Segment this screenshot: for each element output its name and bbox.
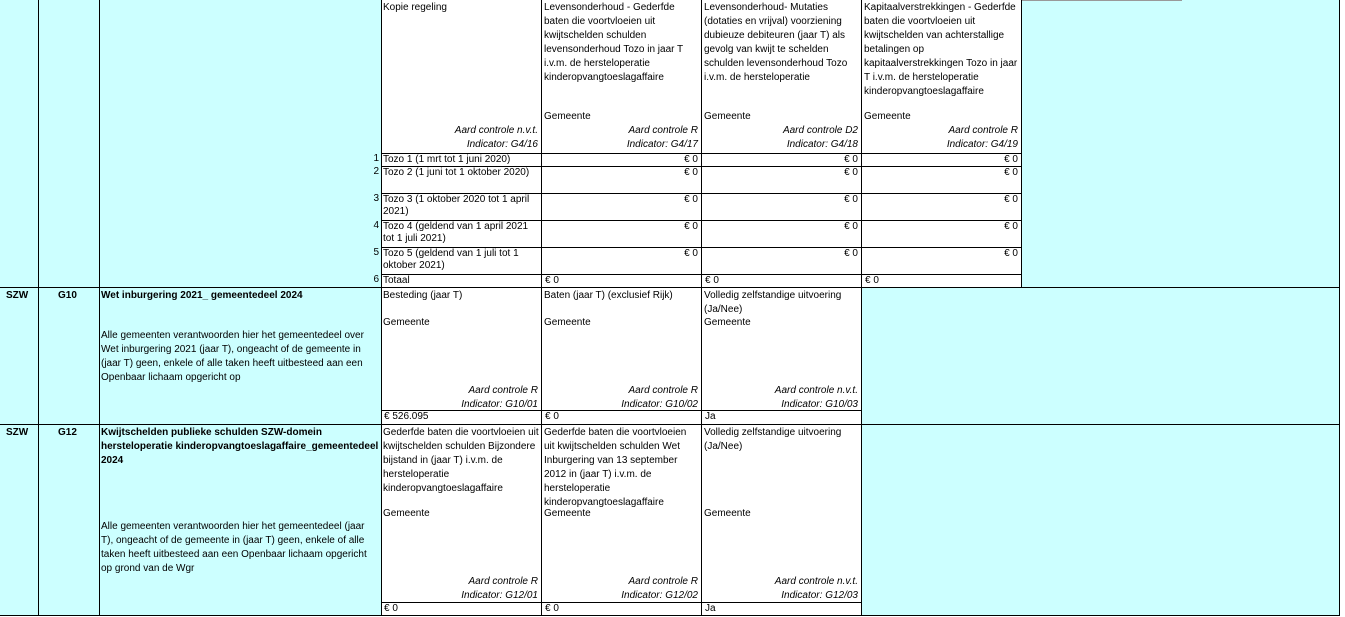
value-cell[interactable]: Ja bbox=[702, 602, 862, 616]
value-cell[interactable]: € 0 bbox=[702, 166, 862, 193]
control-type: Aard controle R bbox=[468, 576, 538, 587]
control-type: Aard controle n.v.t. bbox=[774, 385, 858, 396]
value-cell[interactable]: € 0 bbox=[542, 153, 702, 166]
row-label-total: Totaal bbox=[381, 274, 542, 287]
column-divider bbox=[381, 0, 382, 615]
column-header: Volledig zelfstandige uitvoering (Ja/Nee) bbox=[704, 427, 842, 452]
value-cell[interactable]: € 0 bbox=[381, 602, 542, 616]
row-number: 5 bbox=[373, 247, 379, 258]
control-type: Aard controle R bbox=[628, 125, 698, 136]
gemeente-label: Gemeente bbox=[544, 111, 591, 122]
gemeente-label: Gemeente bbox=[544, 508, 591, 519]
control-type: Aard controle R bbox=[948, 125, 1018, 136]
right-border bbox=[1339, 0, 1340, 615]
gemeente-label: Gemeente bbox=[383, 508, 430, 519]
row-label: Tozo 3 (1 oktober 2020 tot 1 april 2021) bbox=[381, 193, 542, 220]
regulation-description: Alle gemeenten verantwoorden hier het gemeentedeel (jaar T), ongeacht of de gemeente in (jaar T) geen, enkele of alle taken heeft uitbesteed aan een Openbaar lichaam opgericht op grond van de Wgr bbox=[101, 521, 367, 574]
g10-header-baten bbox=[542, 288, 702, 411]
g4-header-levensonderhoud-mutaties bbox=[702, 0, 862, 153]
value-cell[interactable]: € 526.095 bbox=[381, 410, 542, 424]
row-label: Tozo 4 (geldend van 1 april 2021 tot 1 juli 2021) bbox=[381, 220, 542, 247]
g4-header-kopie-regeling bbox=[381, 0, 542, 153]
control-type: Aard controle R bbox=[468, 385, 538, 396]
value-cell[interactable]: € 0 bbox=[702, 153, 862, 166]
column-header: Gederfde baten die voortvloeien uit kwijtschelden schulden Wet Inburgering van 13 september 2012 in (jaar T) i.v.m. de hersteloperatie kinderopvangtoeslagaffaire bbox=[544, 427, 687, 508]
regulation-title: Kwijtschelden publieke schulden SZW-domein hersteloperatie kinderopvangtoeslagaffaire_gemeentedeel 2024 bbox=[101, 427, 379, 466]
indicator-code: Indicator: G4/17 bbox=[626, 139, 698, 150]
indicator-code: Indicator: G4/16 bbox=[466, 139, 538, 150]
value-cell[interactable]: € 0 bbox=[862, 153, 1022, 166]
column-divider bbox=[38, 0, 39, 615]
indicator-code: Indicator: G12/03 bbox=[781, 590, 858, 601]
column-header: Gederfde baten die voortvloeien uit kwijtschelden schulden Bijzondere bijstand in (jaar T) i.v.m. de hersteloperatie kinderopvangtoeslagaffaire bbox=[383, 427, 539, 494]
top-border bbox=[1022, 0, 1182, 1]
value-cell[interactable]: € 0 bbox=[862, 247, 1022, 274]
value-cell[interactable]: € 0 bbox=[862, 193, 1022, 220]
g12-header-bijzondere-bijstand bbox=[381, 425, 542, 603]
row-label: Tozo 5 (geldend van 1 juli tot 1 oktober 2021) bbox=[381, 247, 542, 274]
value-cell[interactable]: € 0 bbox=[542, 166, 702, 193]
value-cell[interactable]: € 0 bbox=[542, 247, 702, 274]
column-header: Levensonderhoud- Mutaties (dotaties en vrijval) voorziening dubieuze debiteuren (jaar T) als gevolg van kwijt te schelden schulden levensonderhoud Tozo i.v.m. de hersteloperatie bbox=[704, 2, 848, 83]
gemeente-label: Gemeente bbox=[704, 508, 751, 519]
bottom-border bbox=[0, 615, 1340, 616]
column-header: Kopie regeling bbox=[383, 2, 447, 13]
g12-header-zelfstandige-uitvoering bbox=[702, 425, 862, 603]
row-label: Tozo 1 (1 mrt tot 1 juni 2020) bbox=[381, 153, 542, 166]
column-divider bbox=[99, 0, 100, 615]
value-cell[interactable]: Ja bbox=[702, 410, 862, 424]
column-header: Baten (jaar T) (exclusief Rijk) bbox=[544, 290, 673, 301]
column-header: Levensonderhoud - Gederfde baten die voortvloeien uit kwijtschelden schulden levensonderhoud Tozo in jaar T i.v.m. de hersteloperatie kinderopvangtoeslagaffaire bbox=[544, 2, 683, 83]
value-cell[interactable]: € 0 bbox=[862, 166, 1022, 193]
row-number: 2 bbox=[373, 166, 379, 177]
g10-header-besteding bbox=[381, 288, 542, 411]
regulation-code: G10 bbox=[58, 290, 77, 301]
g10-header-zelfstandige-uitvoering bbox=[702, 288, 862, 411]
indicator-code: Indicator: G10/01 bbox=[461, 399, 538, 410]
value-cell[interactable]: € 0 bbox=[542, 220, 702, 247]
column-header: Volledig zelfstandige uitvoering (Ja/Nee) bbox=[704, 290, 842, 315]
indicator-code: Indicator: G10/03 bbox=[781, 399, 858, 410]
g4-header-kapitaalverstrekkingen bbox=[862, 0, 1022, 153]
gemeente-label: Gemeente bbox=[383, 317, 430, 328]
row-number: 4 bbox=[373, 220, 379, 231]
indicator-code: Indicator: G12/01 bbox=[461, 590, 538, 601]
department-code: SZW bbox=[6, 290, 29, 301]
indicator-code: Indicator: G4/19 bbox=[946, 139, 1018, 150]
gemeente-label: Gemeente bbox=[704, 317, 751, 328]
total-cell: € 0 bbox=[702, 274, 862, 287]
column-header: Besteding (jaar T) bbox=[383, 290, 463, 301]
row-number: 1 bbox=[373, 153, 379, 164]
total-cell: € 0 bbox=[542, 274, 702, 287]
g12-header-wet-inburgering bbox=[542, 425, 702, 603]
value-cell[interactable]: € 0 bbox=[702, 247, 862, 274]
value-cell[interactable]: € 0 bbox=[702, 193, 862, 220]
control-type: Aard controle D2 bbox=[782, 125, 858, 136]
row-divider bbox=[0, 287, 1340, 288]
control-type: Aard controle R bbox=[628, 385, 698, 396]
indicator-code: Indicator: G12/02 bbox=[621, 590, 698, 601]
indicator-code: Indicator: G10/02 bbox=[621, 399, 698, 410]
row-number: 6 bbox=[373, 274, 379, 285]
row-number: 3 bbox=[373, 193, 379, 204]
value-cell[interactable]: € 0 bbox=[862, 220, 1022, 247]
value-cell[interactable]: € 0 bbox=[542, 193, 702, 220]
total-cell: € 0 bbox=[862, 274, 1022, 287]
control-type: Aard controle n.v.t. bbox=[454, 125, 538, 136]
gemeente-label: Gemeente bbox=[704, 111, 751, 122]
indicator-code: Indicator: G4/18 bbox=[786, 139, 858, 150]
control-type: Aard controle n.v.t. bbox=[774, 576, 858, 587]
column-header: Kapitaalverstrekkingen - Gederfde baten die voortvloeien uit kwijtschelden van achterstallige betalingen op kapitaalverstrekkingen Tozo in jaar T i.v.m. de hersteloperatie kinderopvangtoeslagaffaire bbox=[864, 2, 1018, 96]
control-type: Aard controle R bbox=[628, 576, 698, 587]
department-code: SZW bbox=[6, 427, 29, 438]
regulation-title: Wet inburgering 2021_ gemeentedeel 2024 bbox=[101, 290, 303, 301]
value-cell[interactable]: € 0 bbox=[702, 220, 862, 247]
g4-header-levensonderhoud-baten bbox=[542, 0, 702, 153]
regulation-code: G12 bbox=[58, 427, 77, 438]
row-divider bbox=[0, 424, 1340, 425]
value-cell[interactable]: € 0 bbox=[542, 602, 702, 616]
row-label: Tozo 2 (1 juni tot 1 oktober 2020) bbox=[381, 166, 542, 193]
value-cell[interactable]: € 0 bbox=[542, 410, 702, 424]
gemeente-label: Gemeente bbox=[544, 317, 591, 328]
regulation-description: Alle gemeenten verantwoorden hier het gemeentedeel over Wet inburgering 2021 (jaar T), ongeacht of de gemeente in (jaar T) geen, enkele of alle taken heeft uitbesteed aan een Openbaar lichaam opgericht op bbox=[101, 330, 364, 383]
gemeente-label: Gemeente bbox=[864, 111, 911, 122]
